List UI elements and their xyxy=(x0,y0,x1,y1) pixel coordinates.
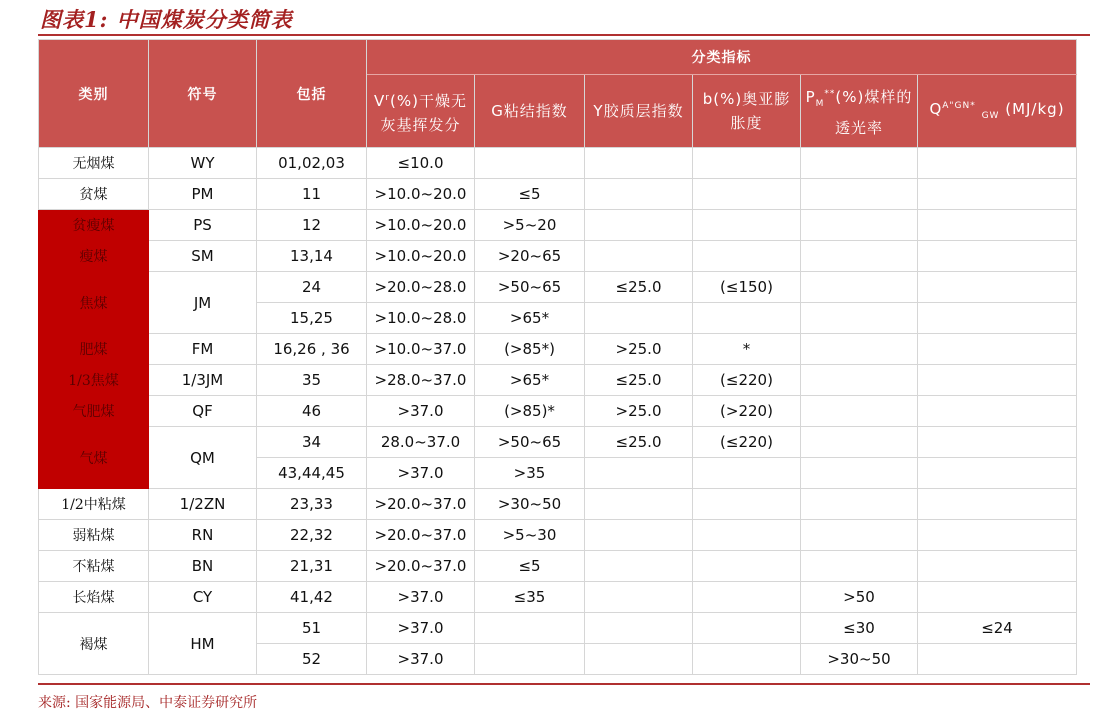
pm-cell xyxy=(801,179,918,210)
codes-cell: 46 xyxy=(257,396,367,427)
coal-classification-table xyxy=(38,39,1077,675)
codes-cell: 51 xyxy=(257,613,367,644)
symbol-cell: CY xyxy=(149,582,257,613)
symbol-cell: 1/2ZN xyxy=(149,489,257,520)
pm-cell: >30~50 xyxy=(801,644,918,675)
b-cell xyxy=(693,551,801,582)
pm-cell xyxy=(801,458,918,489)
q-cell xyxy=(918,365,1077,396)
vr-cell: >10.0~20.0 xyxy=(367,210,475,241)
category-cell: 焦煤 xyxy=(39,272,149,334)
pm-cell xyxy=(801,334,918,365)
pm-cell xyxy=(801,520,918,551)
b-cell xyxy=(693,582,801,613)
symbol-cell: QM xyxy=(149,427,257,489)
table-body xyxy=(39,148,1077,675)
codes-cell: 41,42 xyxy=(257,582,367,613)
y-cell xyxy=(585,210,693,241)
vr-cell: >20.0~37.0 xyxy=(367,551,475,582)
vr-cell: ≤10.0 xyxy=(367,148,475,179)
codes-cell: 23,33 xyxy=(257,489,367,520)
g-cell: ≤5 xyxy=(475,179,585,210)
table-row xyxy=(39,241,1077,272)
y-cell xyxy=(585,241,693,272)
pm-cell xyxy=(801,427,918,458)
figure-title: 图表1: 中国煤炭分类简表 xyxy=(40,7,293,32)
table-row xyxy=(39,210,1077,241)
y-cell xyxy=(585,520,693,551)
header-codes: 包括 xyxy=(257,40,367,148)
vr-cell: >10.0~20.0 xyxy=(367,241,475,272)
y-cell xyxy=(585,613,693,644)
header-g-index: G粘结指数 xyxy=(475,75,585,148)
symbol-cell: SM xyxy=(149,241,257,272)
q-cell xyxy=(918,272,1077,303)
pm-cell xyxy=(801,210,918,241)
table-row xyxy=(39,582,1077,613)
b-cell xyxy=(693,644,801,675)
header-q-calorific: $Q^{A"GN*}$ $_{GW}$ (MJ/kg) xyxy=(918,75,1077,148)
pm-cell xyxy=(801,272,918,303)
codes-cell: 01,02,03 xyxy=(257,148,367,179)
category-cell: 不粘煤 xyxy=(39,551,149,582)
q-cell xyxy=(918,241,1077,272)
codes-cell: 22,32 xyxy=(257,520,367,551)
g-cell xyxy=(475,148,585,179)
y-cell: >25.0 xyxy=(585,396,693,427)
codes-cell: 43,44,45 xyxy=(257,458,367,489)
vr-cell: >20.0~37.0 xyxy=(367,489,475,520)
q-cell xyxy=(918,148,1077,179)
q-cell xyxy=(918,582,1077,613)
y-cell xyxy=(585,489,693,520)
g-cell: >35 xyxy=(475,458,585,489)
table-row xyxy=(39,613,1077,644)
symbol-cell: 1/3JM xyxy=(149,365,257,396)
b-cell xyxy=(693,241,801,272)
table-row xyxy=(39,179,1077,210)
vr-cell: >37.0 xyxy=(367,582,475,613)
codes-cell: 15,25 xyxy=(257,303,367,334)
top-rule xyxy=(38,34,1090,36)
source-note: 来源: 国家能源局、中泰证券研究所 xyxy=(38,695,258,711)
b-cell xyxy=(693,179,801,210)
y-cell xyxy=(585,644,693,675)
category-cell: 肥煤 xyxy=(39,334,149,365)
codes-cell: 24 xyxy=(257,272,367,303)
symbol-cell: FM xyxy=(149,334,257,365)
vr-cell: >10.0~28.0 xyxy=(367,303,475,334)
g-cell xyxy=(475,644,585,675)
symbol-cell: PS xyxy=(149,210,257,241)
table-row xyxy=(39,396,1077,427)
table-row xyxy=(39,365,1077,396)
b-cell xyxy=(693,613,801,644)
symbol-cell: BN xyxy=(149,551,257,582)
g-cell: >65* xyxy=(475,303,585,334)
g-cell: ≤35 xyxy=(475,582,585,613)
codes-cell: 16,26 , 36 xyxy=(257,334,367,365)
table-row xyxy=(39,334,1077,365)
codes-cell: 52 xyxy=(257,644,367,675)
symbol-cell: RN xyxy=(149,520,257,551)
g-cell: ≤5 xyxy=(475,551,585,582)
pm-cell: ≤30 xyxy=(801,613,918,644)
g-cell: >50~65 xyxy=(475,427,585,458)
q-cell xyxy=(918,644,1077,675)
category-cell: 贫瘦煤 xyxy=(39,210,149,241)
codes-cell: 21,31 xyxy=(257,551,367,582)
b-cell xyxy=(693,303,801,334)
q-cell xyxy=(918,551,1077,582)
b-cell: (≤220) xyxy=(693,427,801,458)
y-cell xyxy=(585,458,693,489)
b-cell xyxy=(693,458,801,489)
symbol-cell: PM xyxy=(149,179,257,210)
symbol-cell: WY xyxy=(149,148,257,179)
codes-cell: 12 xyxy=(257,210,367,241)
q-cell xyxy=(918,179,1077,210)
category-cell: 1/2中粘煤 xyxy=(39,489,149,520)
table-row xyxy=(39,148,1077,179)
header-y-index: Y胶质层指数 xyxy=(585,75,693,148)
q-cell xyxy=(918,303,1077,334)
table-row xyxy=(39,489,1077,520)
vr-cell: >20.0~37.0 xyxy=(367,520,475,551)
header-b-dilatation: b(%)奥亚膨胀度 xyxy=(693,75,801,148)
category-cell: 长焰煤 xyxy=(39,582,149,613)
header-index-group: 分类指标 xyxy=(367,40,1077,75)
pm-cell: >50 xyxy=(801,582,918,613)
g-cell: >65* xyxy=(475,365,585,396)
g-cell: >50~65 xyxy=(475,272,585,303)
b-cell xyxy=(693,148,801,179)
category-cell: 气煤 xyxy=(39,427,149,489)
table-row xyxy=(39,272,1077,303)
g-cell: (>85)* xyxy=(475,396,585,427)
bottom-rule xyxy=(38,683,1090,685)
vr-cell: >37.0 xyxy=(367,458,475,489)
y-cell xyxy=(585,179,693,210)
y-cell: ≤25.0 xyxy=(585,272,693,303)
pm-cell xyxy=(801,241,918,272)
g-cell: >5~20 xyxy=(475,210,585,241)
b-cell: (≤220) xyxy=(693,365,801,396)
pm-cell xyxy=(801,551,918,582)
symbol-cell: QF xyxy=(149,396,257,427)
category-cell: 贫煤 xyxy=(39,179,149,210)
g-cell xyxy=(475,613,585,644)
vr-cell: >37.0 xyxy=(367,644,475,675)
symbol-cell: HM xyxy=(149,613,257,675)
vr-cell: 28.0~37.0 xyxy=(367,427,475,458)
vr-cell: >10.0~37.0 xyxy=(367,334,475,365)
vr-cell: >28.0~37.0 xyxy=(367,365,475,396)
y-cell: ≤25.0 xyxy=(585,365,693,396)
q-cell xyxy=(918,520,1077,551)
vr-cell: >10.0~20.0 xyxy=(367,179,475,210)
y-cell xyxy=(585,582,693,613)
table-row xyxy=(39,520,1077,551)
b-cell xyxy=(693,489,801,520)
header-volatile: $V^r(\%)$干燥无灰基挥发分 xyxy=(367,75,475,148)
b-cell xyxy=(693,520,801,551)
g-cell: (>85*) xyxy=(475,334,585,365)
codes-cell: 34 xyxy=(257,427,367,458)
codes-cell: 13,14 xyxy=(257,241,367,272)
q-cell xyxy=(918,458,1077,489)
pm-cell xyxy=(801,303,918,334)
b-cell xyxy=(693,210,801,241)
codes-cell: 35 xyxy=(257,365,367,396)
header-pm-transmittance: $P_M^{**}(\%)$煤样的透光率 xyxy=(801,75,918,148)
category-cell: 1/3焦煤 xyxy=(39,365,149,396)
q-cell xyxy=(918,334,1077,365)
b-cell: (≤150) xyxy=(693,272,801,303)
vr-cell: >20.0~28.0 xyxy=(367,272,475,303)
b-cell: (>220) xyxy=(693,396,801,427)
table-row xyxy=(39,427,1077,458)
vr-cell: >37.0 xyxy=(367,613,475,644)
g-cell: >5~30 xyxy=(475,520,585,551)
category-cell: 瘦煤 xyxy=(39,241,149,272)
pm-cell xyxy=(801,489,918,520)
q-cell xyxy=(918,489,1077,520)
q-cell: ≤24 xyxy=(918,613,1077,644)
codes-cell: 11 xyxy=(257,179,367,210)
vr-cell: >37.0 xyxy=(367,396,475,427)
category-cell: 褐煤 xyxy=(39,613,149,675)
q-cell xyxy=(918,210,1077,241)
y-cell xyxy=(585,303,693,334)
category-cell: 弱粘煤 xyxy=(39,520,149,551)
y-cell: >25.0 xyxy=(585,334,693,365)
symbol-cell: JM xyxy=(149,272,257,334)
pm-cell xyxy=(801,396,918,427)
header-category: 类别 xyxy=(39,40,149,148)
y-cell: ≤25.0 xyxy=(585,427,693,458)
category-cell: 气肥煤 xyxy=(39,396,149,427)
y-cell xyxy=(585,551,693,582)
pm-cell xyxy=(801,148,918,179)
y-cell xyxy=(585,148,693,179)
g-cell: >30~50 xyxy=(475,489,585,520)
table-row xyxy=(39,551,1077,582)
q-cell xyxy=(918,427,1077,458)
g-cell: >20~65 xyxy=(475,241,585,272)
pm-cell xyxy=(801,365,918,396)
q-cell xyxy=(918,396,1077,427)
category-cell: 无烟煤 xyxy=(39,148,149,179)
b-cell: * xyxy=(693,334,801,365)
header-symbol: 符号 xyxy=(149,40,257,148)
